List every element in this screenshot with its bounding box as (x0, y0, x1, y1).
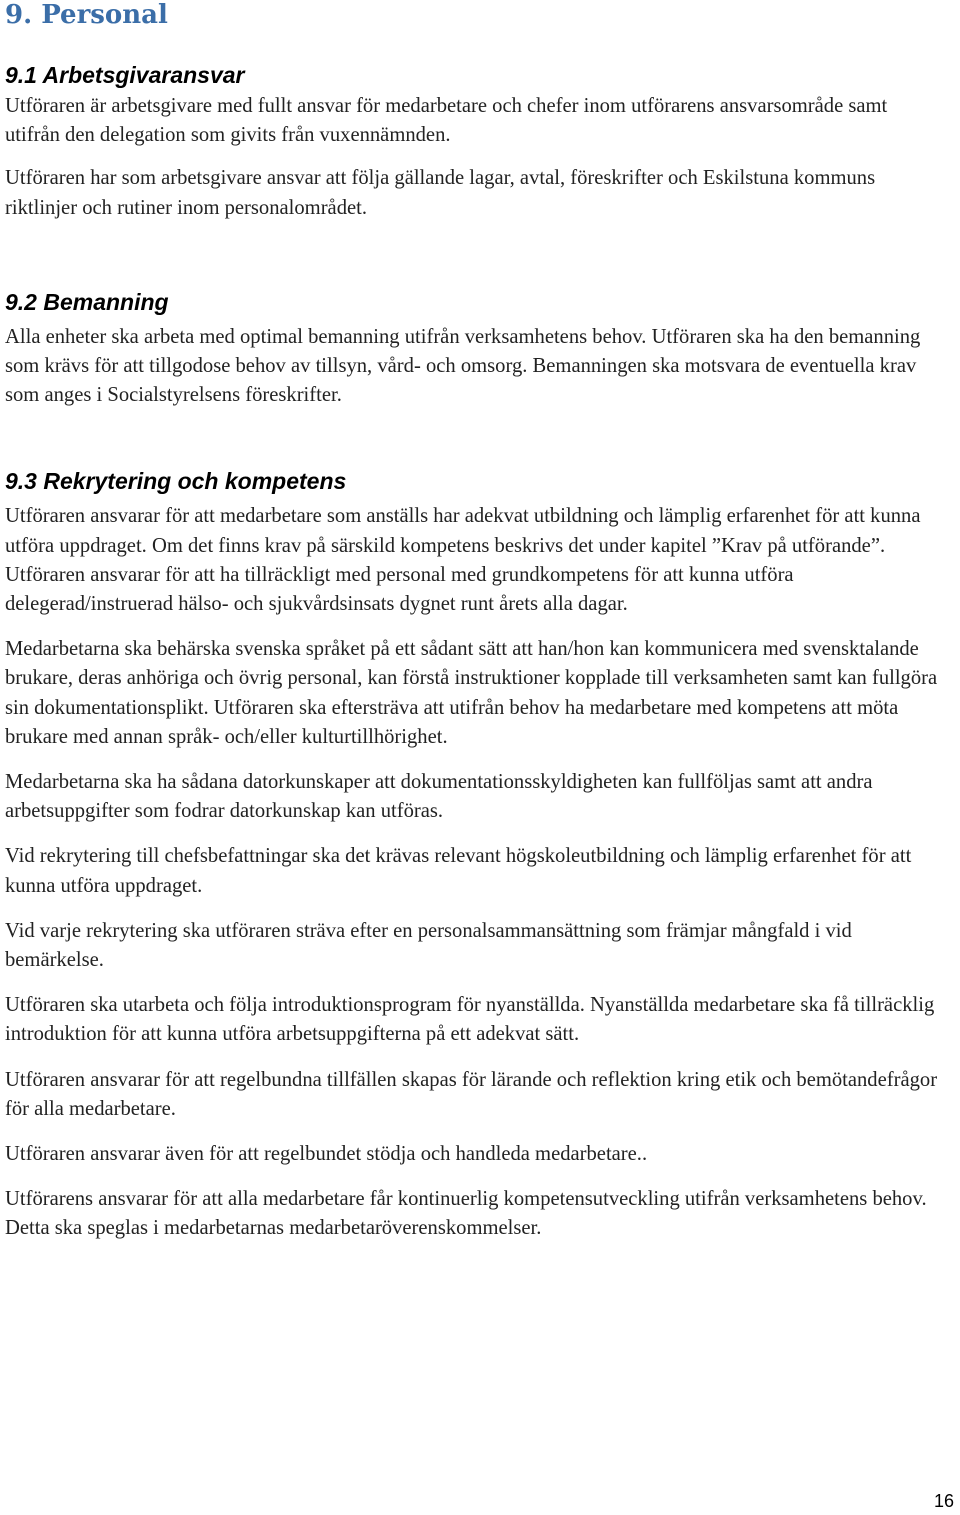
page-number: 16 (933, 1491, 954, 1511)
paragraph: Utföraren ansvarar även för att regelbundet stödja och handleda medarbetare.. (5, 1143, 648, 1166)
paragraph: Utförarens ansvarar för att alla medarbetare får kontinuerlig kompetensutveckling utifrån verksamhetens behov. Detta ska speglas i medarbetarnas medarbetaröverenskommelser. (5, 1188, 927, 1240)
paragraph: Medarbetarna ska behärska svenska språket på ett sådant sätt att han/hon kan kommunicera med svensktalande brukare, deras anhöriga och övrig personal, kan förstå instruktioner kopplade till verksamheten samt kan fullgöra sin dokumentationsplikt. Utföraren ska eftersträva att utifrån behov ha medarbetare med kompetens att möta brukare med annan språk- och/eller kulturtillhörighet. (5, 638, 938, 748)
paragraph: Utföraren är arbetsgivare med fullt ansvar för medarbetare och chefer inom utförarens ansvarsområde samt utifrån den delegation som givits från vuxennämnden. (5, 95, 888, 147)
section-heading-arbetsgivaransvar: 9.1 Arbetsgivaransvar (5, 62, 245, 88)
document-title: 9. Personal (5, 0, 168, 30)
section-heading-rekrytering-och-kompetens: 9.3 Rekrytering och kompetens (5, 468, 347, 495)
paragraph: Vid rekrytering till chefsbefattningar ska det krävas relevant högskoleutbildning och lämplig erfarenhet för att kunna utföra uppdraget. (5, 845, 912, 897)
paragraph: Utföraren ska utarbeta och följa introduktionsprogram för nyanställda. Nyanställda medarbetare ska få tillräcklig introduktion för att kunna utföra arbetsuppgifterna på ett adekvat sätt. (5, 994, 935, 1046)
paragraph: Utföraren ansvarar för att medarbetare som anställs har adekvat utbildning och lämplig erfarenhet för att kunna utföra uppdraget. Om det finns krav på särskild kompetens beskrivs det under kapitel ”Krav på utförande”. Utföraren ansvarar för att ha tillräckligt med personal med grundkompetens för att kunna utföra delegerad/instruerad hälso- och sjukvårdsinsats dygnet runt årets alla dagar. (5, 505, 921, 616)
paragraph: Utföraren ansvarar för att regelbundna tillfällen skapas för lärande och reflektion kring etik och bemötandefrågor för alla medarbetare. (5, 1068, 938, 1120)
paragraph: Medarbetarna ska ha sådana datorkunskaper att dokumentationsskyldigheten kan fullföljas samt att andra arbetsuppgifter som fodrar datorkunskap kan utföras. (5, 771, 873, 823)
paragraph: Vid varje rekrytering ska utföraren sträva efter en personalsammansättning som främjar mångfald i vid bemärkelse. (5, 919, 852, 972)
paragraph: Alla enheter ska arbeta med optimal bemanning utifrån verksamhetens behov. Utföraren ska ha den bemanning som krävs för att tillgodose behov av tillsyn, vård- och omsorg. Bemanningen ska motsvara de eventuella krav som anges i Socialstyrelsens föreskrifter. (5, 325, 921, 407)
paragraph: Utföraren har som arbetsgivare ansvar att följa gällande lagar, avtal, föreskrifter och Eskilstuna kommuns riktlinjer och rutiner inom personalområdet. (5, 167, 876, 219)
section-heading-bemanning: 9.2 Bemanning (5, 288, 169, 315)
